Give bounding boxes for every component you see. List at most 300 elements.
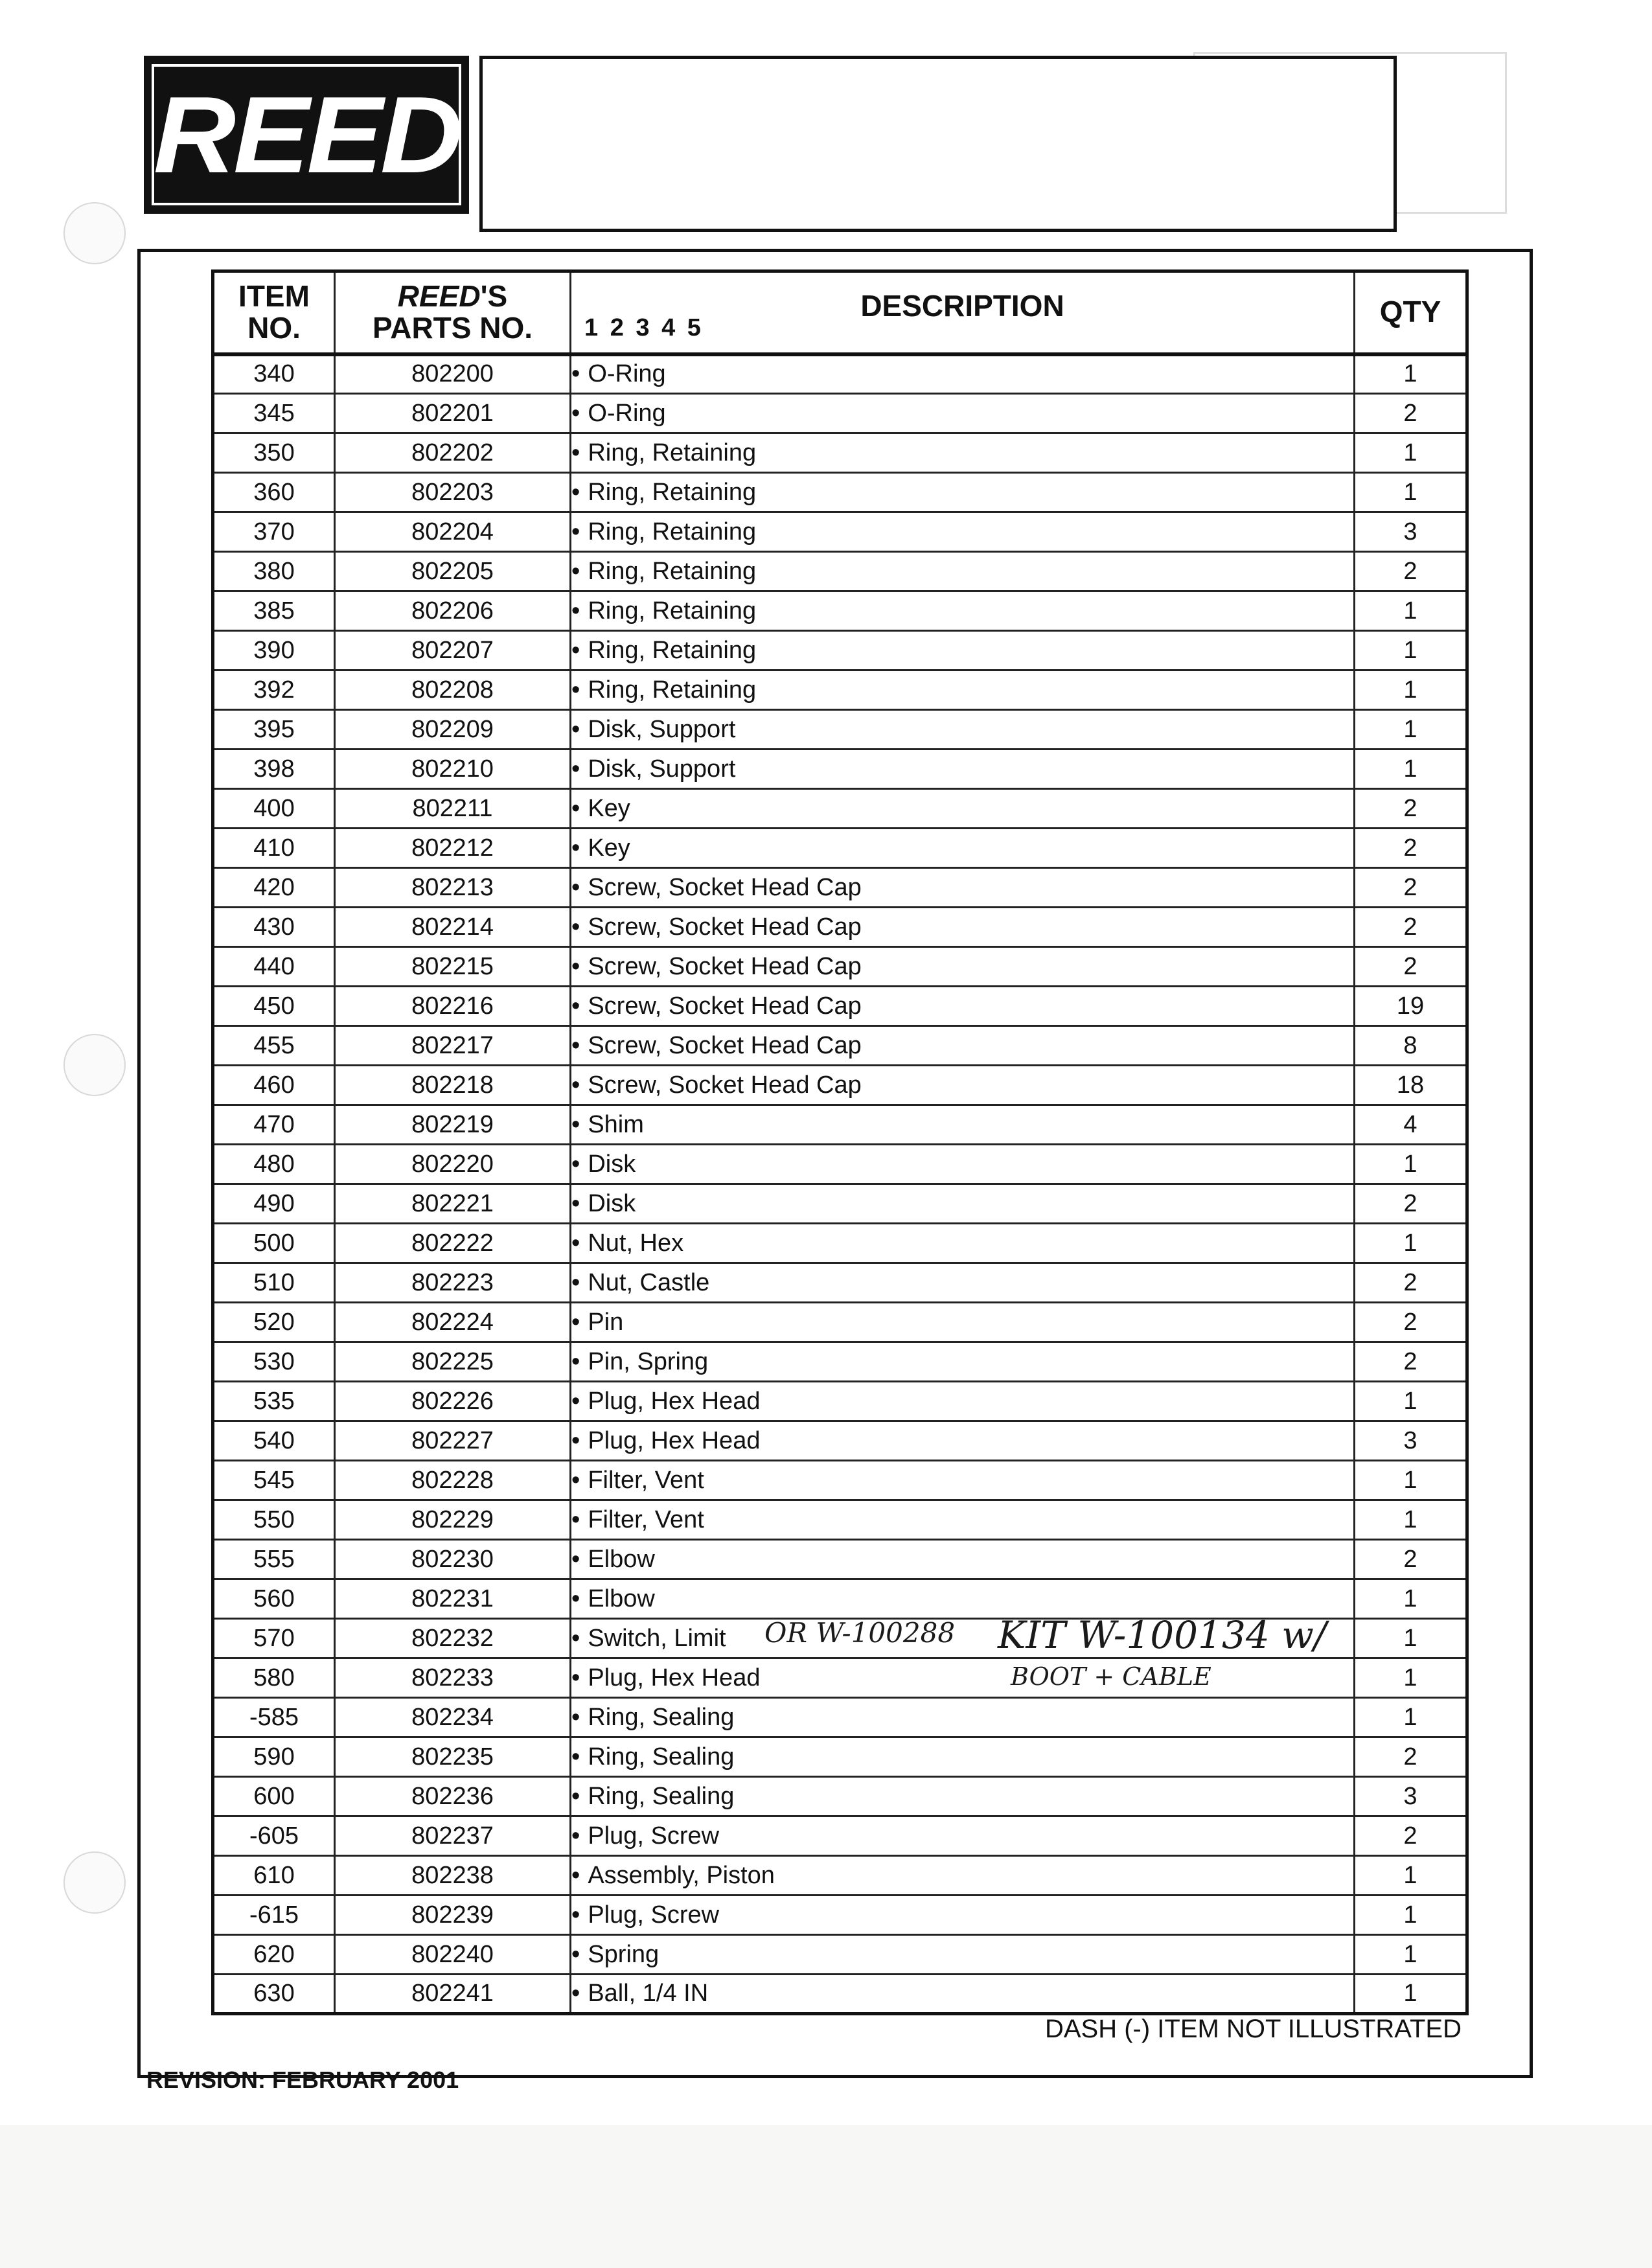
handwritten-note-kit: KIT W-100134 w/: [998, 1613, 1327, 1657]
item-number-cell: 385: [213, 591, 335, 631]
table-row: [213, 1105, 1467, 1145]
table-row: [213, 908, 1467, 947]
item-number-cell: 500: [213, 1224, 335, 1263]
binder-hole-bottom: [63, 1851, 126, 1914]
description-cell: [571, 1500, 1355, 1540]
table-row: [213, 552, 1467, 591]
item-number-cell: 590: [213, 1737, 335, 1777]
parts-table: [211, 269, 1469, 2015]
description-cell: [571, 710, 1355, 750]
bullet-icon: •: [571, 1110, 580, 1138]
table-row: [213, 433, 1467, 473]
bullet-icon: •: [571, 794, 580, 822]
footnote-not-illustrated: DASH (-) ITEM NOT ILLUSTRATED: [1044, 2015, 1462, 2043]
table-row: [213, 1856, 1467, 1896]
bullet-icon: •: [571, 913, 580, 941]
description-text: Screw, Socket Head Cap: [588, 1071, 862, 1099]
bullet-icon: •: [571, 1347, 580, 1375]
description-cell: [571, 1421, 1355, 1461]
quantity-cell: 1: [1355, 1935, 1467, 1975]
table-row: [213, 394, 1467, 433]
item-number-cell: 620: [213, 1935, 335, 1975]
description-text: Plug, Screw: [588, 1822, 720, 1850]
description-cell: [571, 1816, 1355, 1856]
description-text: Nut, Castle: [588, 1268, 710, 1296]
bullet-icon: •: [571, 715, 580, 743]
part-number-cell: 802233: [335, 1658, 571, 1698]
table-row: [213, 354, 1467, 394]
part-number-cell: 802204: [335, 512, 571, 552]
reed-logo-text: REED: [153, 73, 460, 196]
bullet-icon: •: [571, 439, 580, 466]
reed-logo-border: [152, 64, 461, 205]
item-number-cell: 410: [213, 829, 335, 868]
item-number-cell: 480: [213, 1145, 335, 1184]
item-number-cell: 340: [213, 354, 335, 394]
quantity-cell: 19: [1355, 987, 1467, 1026]
col-header-description: [571, 271, 1355, 354]
handwritten-note-alternate: OR W-100288: [764, 1617, 956, 1649]
item-number-cell: 580: [213, 1658, 335, 1698]
part-number-cell: 802202: [335, 433, 571, 473]
table-row: [213, 1263, 1467, 1303]
quantity-cell: 3: [1355, 1777, 1467, 1816]
table-row: [213, 1342, 1467, 1382]
description-text: Ring, Retaining: [588, 478, 757, 506]
table-row: [213, 1421, 1467, 1461]
quantity-cell: 2: [1355, 1263, 1467, 1303]
description-cell: [571, 512, 1355, 552]
description-text: Ring, Sealing: [588, 1743, 735, 1770]
item-number-cell: 610: [213, 1856, 335, 1896]
quantity-cell: 2: [1355, 1737, 1467, 1777]
description-cell: [571, 1896, 1355, 1935]
description-cell: [571, 908, 1355, 947]
quantity-cell: 1: [1355, 750, 1467, 789]
col-header-indent-levels: 1 2 3 4 5: [584, 314, 704, 341]
part-number-cell: 802200: [335, 354, 571, 394]
bullet-icon: •: [571, 755, 580, 783]
table-row: [213, 1184, 1467, 1224]
part-number-cell: 802214: [335, 908, 571, 947]
table-row: [213, 987, 1467, 1026]
description-text: Screw, Socket Head Cap: [588, 952, 862, 980]
col-header-item-line2: NO.: [247, 311, 301, 345]
description-text: Ring, Retaining: [588, 636, 757, 664]
part-number-cell: 802207: [335, 631, 571, 670]
quantity-cell: 2: [1355, 868, 1467, 908]
item-number-cell: 600: [213, 1777, 335, 1816]
bullet-icon: •: [571, 1031, 580, 1059]
part-number-cell: 802228: [335, 1461, 571, 1500]
description-cell: [571, 1975, 1355, 2014]
item-number-cell: 470: [213, 1105, 335, 1145]
col-header-part: [335, 271, 571, 354]
part-number-cell: 802203: [335, 473, 571, 512]
item-number-cell: 535: [213, 1382, 335, 1421]
item-number-cell: 570: [213, 1619, 335, 1658]
description-cell: [571, 591, 1355, 631]
table-row: [213, 1896, 1467, 1935]
item-number-cell: 540: [213, 1421, 335, 1461]
description-text: Ring, Retaining: [588, 557, 757, 585]
table-row: [213, 1224, 1467, 1263]
description-text: Pin: [588, 1308, 624, 1336]
table-row: [213, 1935, 1467, 1975]
table-row: [213, 829, 1467, 868]
description-text: Assembly, Piston: [588, 1861, 775, 1889]
description-text: Spring: [588, 1940, 660, 1968]
item-number-cell: 460: [213, 1066, 335, 1105]
bullet-icon: •: [571, 518, 580, 545]
part-number-cell: 802224: [335, 1303, 571, 1342]
part-number-cell: 802215: [335, 947, 571, 987]
bullet-icon: •: [571, 1703, 580, 1731]
bullet-icon: •: [571, 1268, 580, 1296]
bullet-icon: •: [571, 952, 580, 980]
description-text: Screw, Socket Head Cap: [588, 992, 862, 1020]
table-row: [213, 710, 1467, 750]
item-number-cell: 430: [213, 908, 335, 947]
item-number-cell: -585: [213, 1698, 335, 1737]
part-number-cell: 802223: [335, 1263, 571, 1303]
part-number-cell: 802212: [335, 829, 571, 868]
bullet-icon: •: [571, 1071, 580, 1099]
description-cell: [571, 1777, 1355, 1816]
table-row: [213, 631, 1467, 670]
description-text: Plug, Screw: [588, 1901, 720, 1929]
bullet-icon: •: [571, 1506, 580, 1533]
part-number-cell: 802232: [335, 1619, 571, 1658]
table-row: [213, 1026, 1467, 1066]
table-row: [213, 1658, 1467, 1698]
description-cell: [571, 1856, 1355, 1896]
part-number-cell: 802238: [335, 1856, 571, 1896]
description-cell: [571, 987, 1355, 1026]
col-header-part-line2: PARTS NO.: [372, 311, 533, 345]
item-number-cell: 510: [213, 1263, 335, 1303]
quantity-cell: 1: [1355, 1856, 1467, 1896]
description-cell: [571, 1342, 1355, 1382]
bullet-icon: •: [571, 399, 580, 427]
quantity-cell: 3: [1355, 512, 1467, 552]
item-number-cell: 450: [213, 987, 335, 1026]
table-row: [213, 789, 1467, 829]
item-number-cell: 545: [213, 1461, 335, 1500]
quantity-cell: 2: [1355, 1342, 1467, 1382]
description-cell: [571, 947, 1355, 987]
bullet-icon: •: [571, 1940, 580, 1968]
quantity-cell: 1: [1355, 1658, 1467, 1698]
bullet-icon: •: [571, 1545, 580, 1573]
part-number-cell: 802239: [335, 1896, 571, 1935]
table-row: [213, 947, 1467, 987]
item-number-cell: 440: [213, 947, 335, 987]
description-text: Plug, Hex Head: [588, 1664, 761, 1691]
item-number-cell: 630: [213, 1975, 335, 2014]
quantity-cell: 18: [1355, 1066, 1467, 1105]
bullet-icon: •: [571, 1229, 580, 1257]
binder-hole-middle: [63, 1034, 126, 1096]
col-header-description-title: DESCRIPTION: [860, 289, 1064, 323]
description-text: Nut, Hex: [588, 1229, 684, 1257]
description-text: Elbow: [588, 1545, 655, 1573]
quantity-cell: 2: [1355, 394, 1467, 433]
quantity-cell: 2: [1355, 947, 1467, 987]
bullet-icon: •: [571, 478, 580, 506]
description-text: Switch, Limit: [588, 1624, 726, 1652]
table-row: [213, 868, 1467, 908]
bullet-icon: •: [571, 636, 580, 664]
item-number-cell: 455: [213, 1026, 335, 1066]
table-row: [213, 1816, 1467, 1856]
quantity-cell: 1: [1355, 591, 1467, 631]
description-cell: [571, 552, 1355, 591]
description-text: Elbow: [588, 1585, 655, 1612]
description-text: Ring, Retaining: [588, 597, 757, 624]
bullet-icon: •: [571, 992, 580, 1020]
quantity-cell: 2: [1355, 1540, 1467, 1579]
bullet-icon: •: [571, 1782, 580, 1810]
quantity-cell: 2: [1355, 1816, 1467, 1856]
part-number-cell: 802208: [335, 670, 571, 710]
bullet-icon: •: [571, 834, 580, 862]
bullet-icon: •: [571, 1387, 580, 1415]
part-number-cell: 802211: [335, 789, 571, 829]
part-number-cell: 802201: [335, 394, 571, 433]
table-header-row: [213, 271, 1467, 354]
description-cell: [571, 750, 1355, 789]
table-row: [213, 1500, 1467, 1540]
description-cell: [571, 1145, 1355, 1184]
part-number-cell: 802240: [335, 1935, 571, 1975]
item-number-cell: 555: [213, 1540, 335, 1579]
description-text: Disk: [588, 1189, 636, 1217]
description-text: Plug, Hex Head: [588, 1426, 761, 1454]
part-number-cell: 802218: [335, 1066, 571, 1105]
part-number-cell: 802241: [335, 1975, 571, 2014]
part-number-cell: 802226: [335, 1382, 571, 1421]
quantity-cell: 3: [1355, 1421, 1467, 1461]
description-cell: [571, 868, 1355, 908]
part-number-cell: 802216: [335, 987, 571, 1026]
quantity-cell: 2: [1355, 552, 1467, 591]
item-number-cell: 420: [213, 868, 335, 908]
part-number-cell: 802220: [335, 1145, 571, 1184]
item-number-cell: -615: [213, 1896, 335, 1935]
quantity-cell: 2: [1355, 908, 1467, 947]
description-text: O-Ring: [588, 360, 666, 388]
description-cell: [571, 354, 1355, 394]
part-number-cell: 802229: [335, 1500, 571, 1540]
description-text: Disk, Support: [588, 715, 736, 743]
table-row: [213, 1382, 1467, 1421]
item-number-cell: 370: [213, 512, 335, 552]
table-row: [213, 473, 1467, 512]
quantity-cell: 1: [1355, 1382, 1467, 1421]
col-header-item: [213, 271, 335, 354]
part-number-cell: 802237: [335, 1816, 571, 1856]
description-cell: [571, 670, 1355, 710]
bullet-icon: •: [571, 1466, 580, 1494]
part-number-cell: 802217: [335, 1026, 571, 1066]
quantity-cell: 1: [1355, 1145, 1467, 1184]
description-text: Screw, Socket Head Cap: [588, 1031, 862, 1059]
handwritten-note-boot-cable: BOOT + CABLE: [1011, 1662, 1211, 1691]
item-number-cell: 380: [213, 552, 335, 591]
bullet-icon: •: [571, 1861, 580, 1889]
bullet-icon: •: [571, 1150, 580, 1178]
description-cell: [571, 789, 1355, 829]
bullet-icon: •: [571, 557, 580, 585]
table-row: [213, 1777, 1467, 1816]
bullet-icon: •: [571, 1980, 580, 2007]
bullet-icon: •: [571, 1822, 580, 1850]
bullet-icon: •: [571, 1426, 580, 1454]
part-number-cell: 802221: [335, 1184, 571, 1224]
table-row: [213, 1737, 1467, 1777]
description-text: Ring, Sealing: [588, 1703, 735, 1731]
quantity-cell: 1: [1355, 710, 1467, 750]
revision-date: REVISION: FEBRUARY 2001: [146, 2067, 459, 2093]
table-row: [213, 1461, 1467, 1500]
quantity-cell: 1: [1355, 1698, 1467, 1737]
item-number-cell: -605: [213, 1816, 335, 1856]
item-number-cell: 530: [213, 1342, 335, 1382]
bullet-icon: •: [571, 873, 580, 901]
bullet-icon: •: [571, 360, 580, 388]
part-number-cell: 802209: [335, 710, 571, 750]
quantity-cell: 1: [1355, 433, 1467, 473]
table-row: [213, 591, 1467, 631]
item-number-cell: 490: [213, 1184, 335, 1224]
bullet-icon: •: [571, 1624, 580, 1652]
bullet-icon: •: [571, 1189, 580, 1217]
item-number-cell: 398: [213, 750, 335, 789]
table-row: [213, 1145, 1467, 1184]
description-text: Ball, 1/4 IN: [588, 1980, 709, 2007]
description-text: Pin, Spring: [588, 1347, 709, 1375]
item-number-cell: 550: [213, 1500, 335, 1540]
title-box: [479, 56, 1397, 232]
bullet-icon: •: [571, 597, 580, 624]
bullet-icon: •: [571, 1308, 580, 1336]
description-text: Ring, Retaining: [588, 439, 757, 466]
description-cell: [571, 1105, 1355, 1145]
item-number-cell: 390: [213, 631, 335, 670]
description-cell: [571, 1263, 1355, 1303]
description-text: Filter, Vent: [588, 1506, 704, 1533]
item-number-cell: 345: [213, 394, 335, 433]
part-number-cell: 802213: [335, 868, 571, 908]
description-text: Shim: [588, 1110, 644, 1138]
bullet-icon: •: [571, 676, 580, 704]
reed-logo: [144, 56, 469, 214]
item-number-cell: 560: [213, 1579, 335, 1619]
part-number-cell: 802205: [335, 552, 571, 591]
description-text: Ring, Retaining: [588, 518, 757, 545]
part-number-cell: 802210: [335, 750, 571, 789]
bullet-icon: •: [571, 1901, 580, 1929]
quantity-cell: 2: [1355, 1303, 1467, 1342]
description-cell: [571, 1303, 1355, 1342]
description-text: Key: [588, 794, 630, 822]
description-cell: [571, 1461, 1355, 1500]
description-text: Disk: [588, 1150, 636, 1178]
description-cell: [571, 433, 1355, 473]
quantity-cell: 1: [1355, 1579, 1467, 1619]
part-number-cell: 802230: [335, 1540, 571, 1579]
table-row: [213, 1303, 1467, 1342]
part-number-cell: 802206: [335, 591, 571, 631]
quantity-cell: 2: [1355, 829, 1467, 868]
quantity-cell: 1: [1355, 1975, 1467, 2014]
part-number-cell: 802225: [335, 1342, 571, 1382]
part-number-cell: 802231: [335, 1579, 571, 1619]
table-row: [213, 1698, 1467, 1737]
description-cell: [571, 1066, 1355, 1105]
description-cell: [571, 1658, 1355, 1698]
part-number-cell: 802234: [335, 1698, 571, 1737]
table-row: [213, 1975, 1467, 2014]
col-header-part-brand: REED: [397, 279, 481, 313]
bullet-icon: •: [571, 1743, 580, 1770]
quantity-cell: 4: [1355, 1105, 1467, 1145]
description-cell: [571, 1737, 1355, 1777]
quantity-cell: 2: [1355, 789, 1467, 829]
part-number-cell: 802236: [335, 1777, 571, 1816]
description-text: Ring, Retaining: [588, 676, 757, 704]
quantity-cell: 1: [1355, 1224, 1467, 1263]
item-number-cell: 392: [213, 670, 335, 710]
description-text: Disk, Support: [588, 755, 736, 783]
description-text: O-Ring: [588, 399, 666, 427]
item-number-cell: 520: [213, 1303, 335, 1342]
table-row: [213, 670, 1467, 710]
item-number-cell: 395: [213, 710, 335, 750]
description-cell: [571, 1382, 1355, 1421]
col-header-qty: QTY: [1355, 271, 1467, 354]
quantity-cell: 1: [1355, 1619, 1467, 1658]
description-text: Ring, Sealing: [588, 1782, 735, 1810]
col-header-item-line1: ITEM: [238, 279, 310, 313]
quantity-cell: 1: [1355, 631, 1467, 670]
quantity-cell: 8: [1355, 1026, 1467, 1066]
description-cell: [571, 1026, 1355, 1066]
item-number-cell: 400: [213, 789, 335, 829]
quantity-cell: 1: [1355, 1500, 1467, 1540]
table-row: [213, 750, 1467, 789]
bullet-icon: •: [571, 1585, 580, 1612]
quantity-cell: 1: [1355, 1461, 1467, 1500]
part-number-cell: 802227: [335, 1421, 571, 1461]
item-number-cell: 360: [213, 473, 335, 512]
description-text: Screw, Socket Head Cap: [588, 873, 862, 901]
part-number-cell: 802235: [335, 1737, 571, 1777]
description-cell: [571, 1224, 1355, 1263]
description-cell: [571, 1935, 1355, 1975]
quantity-cell: 1: [1355, 1896, 1467, 1935]
quantity-cell: 1: [1355, 670, 1467, 710]
part-number-cell: 802222: [335, 1224, 571, 1263]
description-text: Screw, Socket Head Cap: [588, 913, 862, 941]
description-text: Plug, Hex Head: [588, 1387, 761, 1415]
description-cell: [571, 1540, 1355, 1579]
description-cell: [571, 473, 1355, 512]
description-cell: [571, 394, 1355, 433]
part-number-cell: 802219: [335, 1105, 571, 1145]
col-header-part-suffix: 'S: [480, 279, 508, 313]
